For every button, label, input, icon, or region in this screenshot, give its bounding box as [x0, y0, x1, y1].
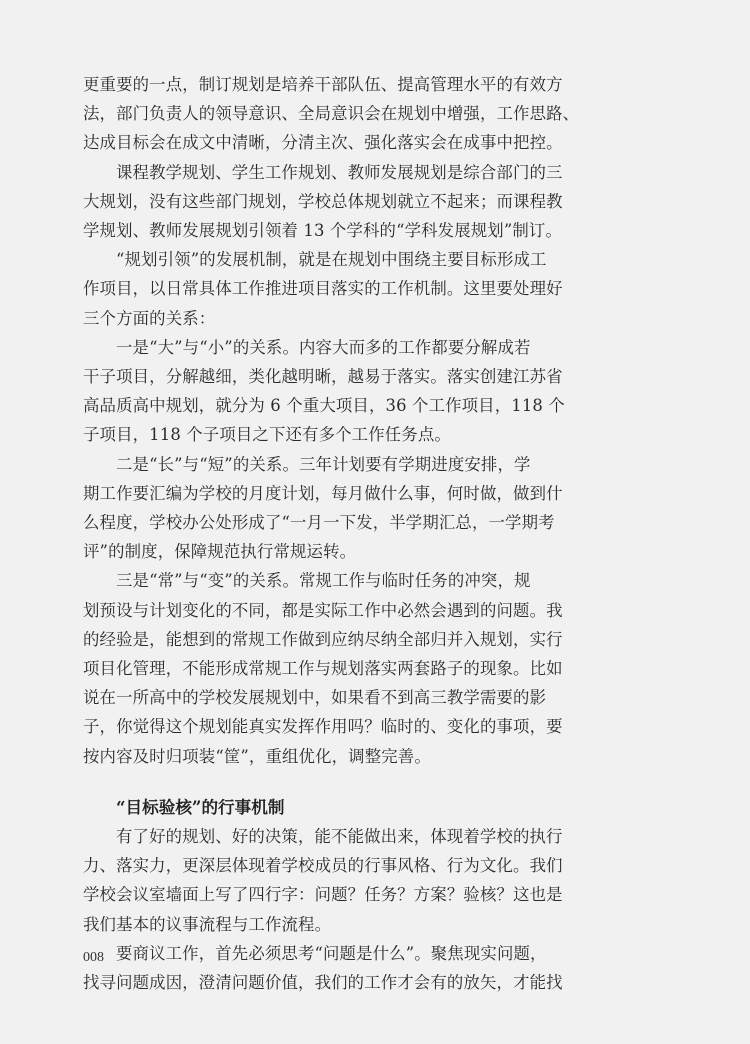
text-line: 评”的制度，保障规范执行常规运转。 [83, 542, 357, 562]
text-line: 要商议工作，首先必须思考“问题是什么”。聚焦现实问题， [116, 943, 547, 963]
paragraph-4 [83, 333, 565, 450]
paragraph-7 [83, 822, 563, 939]
text-line: 作项目，以日常具体工作推进项目落实的工作机制。这里要处理好 [83, 279, 563, 299]
text-line: 法，部门负责人的领导意识、全局意识会在规划中增强，工作思路、 [83, 104, 580, 124]
paragraph-1 [83, 70, 580, 158]
text-line: 二是“长”与“短”的关系。三年计划要有学期进度安排，学 [116, 454, 531, 474]
text-line: 找寻问题成因，澄清问题价值，我们的工作才会有的放矢，才能找 [83, 973, 563, 993]
text-line: “规划引领”的发展机制，就是在规划中围绕主要目标形成工 [116, 250, 547, 270]
text-line: 子，你觉得这个规划能真实发挥作用吗？临时的、变化的事项，要 [83, 717, 563, 737]
text-line: 有了好的规划、好的决策，能不能做出来，体现着学校的执行 [116, 827, 563, 847]
section-heading: “目标验核”的行事机制 [116, 796, 285, 817]
page-number: 008 [83, 950, 104, 965]
text-line: 三是“常”与“变”的关系。常规工作与临时任务的冲突，规 [116, 571, 531, 591]
text-line: 达成目标会在成文中清晰，分清主次、强化落实会在成事中把控。 [83, 133, 563, 153]
text-line: 高品质高中规划，就分为 6 个重大项目，36 个工作项目，118 个 [83, 396, 565, 416]
section-spacer [83, 771, 517, 793]
text-line: 学规划、教师发展规划引领着 13 个学科的“学科发展规划”制订。 [83, 221, 562, 241]
text-line: 说在一所高中的学校发展规划中，如果看不到高三教学需要的影 [83, 688, 547, 708]
text-line: 我们基本的议事流程与工作流程。 [83, 914, 332, 934]
paragraph-8 [83, 939, 563, 997]
text-line: 大规划，没有这些部门规划，学校总体规划就立不起来；而课程教 [83, 191, 563, 211]
text-line: 更重要的一点，制订规划是培养干部队伍、提高管理水平的有效方 [83, 75, 563, 94]
text-line: 期工作要汇编为学校的月度计划，每月做什么事，何时做，做到什 [83, 483, 563, 503]
text-line: 子项目，118 个子项目之下还有多个工作任务点。 [83, 425, 451, 445]
paragraph-5 [83, 450, 563, 567]
paragraph-2 [83, 158, 563, 246]
text-line: 力、落实力，更深层体现着学校成员的行事风格、行为文化。我们 [83, 856, 563, 876]
text-line: 的经验是，能想到的常规工作做到应纳尽纳全部归并入规划，实行 [83, 629, 563, 649]
text-line: 课程教学规划、学生工作规划、教师发展规划是综合部门的三 [116, 162, 563, 182]
text-line: 一是“大”与“小”的关系。内容大而多的工作都要分解成若 [116, 337, 531, 357]
paragraph-6 [83, 566, 563, 770]
text-line: 干子项目，分解越细，类化越明晰，越易于落实。落实创建江苏省 [83, 367, 563, 387]
text-line: 项目化管理，不能形成常规工作与规划落实两套路子的现象。比如 [83, 659, 563, 679]
text-line: 么程度，学校办公处形成了“一月一下发，半学期汇总，一学期考 [83, 513, 555, 533]
text-line: 划预设与计划变化的不同，都是实际工作中必然会遇到的问题。我 [83, 600, 563, 620]
text-line: 按内容及时归项装“筐”，重组优化，调整完善。 [83, 746, 431, 766]
text-line: 学校会议室墙面上写了四行字：问题？任务？方案？验核？这也是 [83, 885, 563, 905]
paragraph-3 [83, 245, 563, 333]
page-body [83, 70, 580, 997]
text-line: 三个方面的关系： [83, 308, 216, 328]
